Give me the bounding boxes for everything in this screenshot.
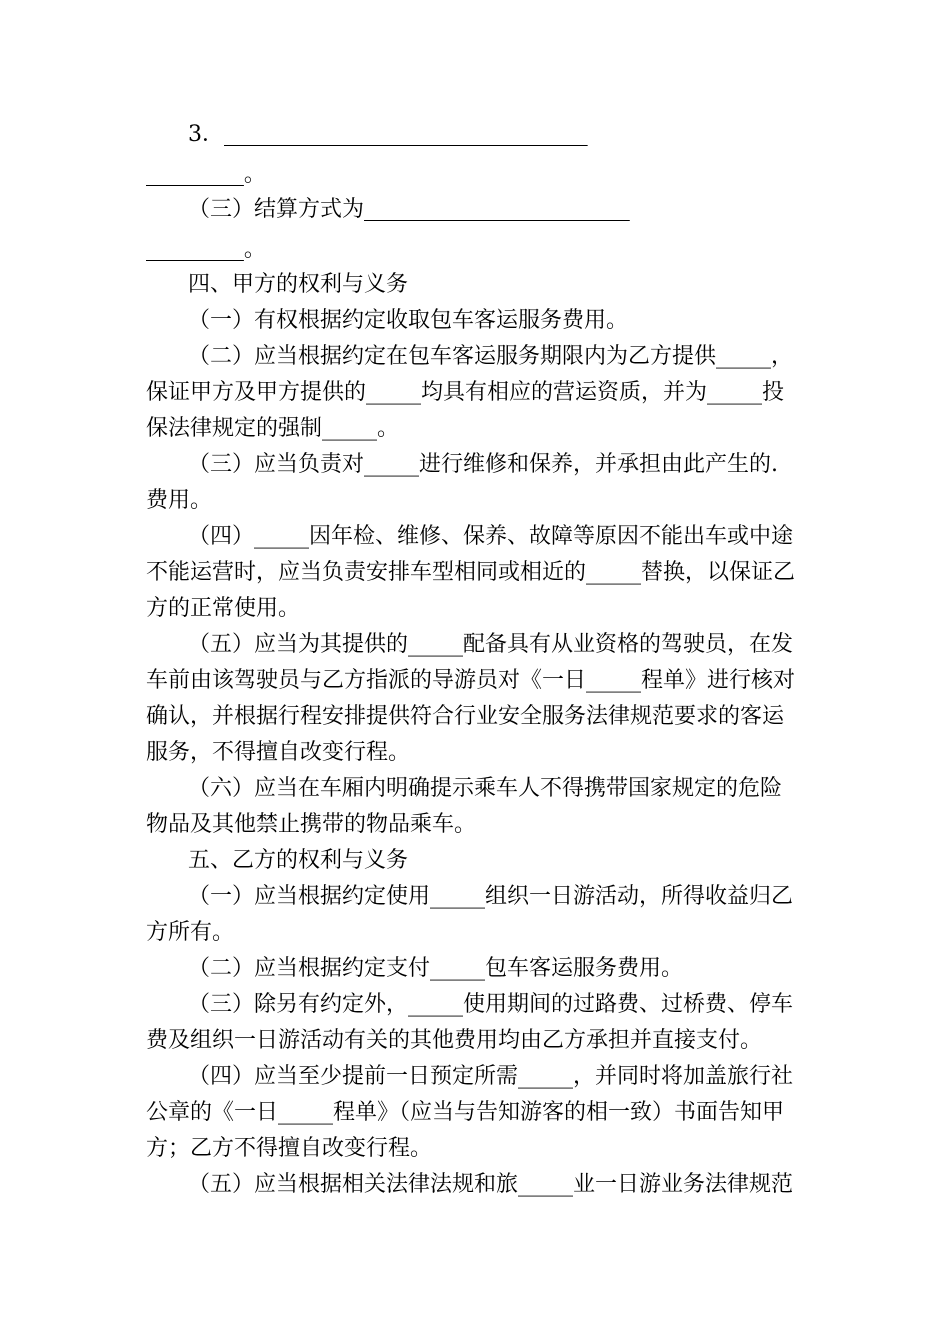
line-text: （二）应当根据约定在包车客运服务期限内为乙方提供 [188,344,717,369]
fill-in-blank [224,122,588,147]
line-text: 四、甲方的权利与义务 [188,272,409,297]
text-line [146,378,784,408]
text-line [188,522,793,552]
text-line [188,1170,793,1200]
line-text: 五、乙方的权利与义务 [188,848,409,873]
line-text: （五）应当为其提供的_____配备具有从业资格的驾驶员，在发 [188,632,794,657]
text-line [146,666,795,696]
line-tail: ， [771,344,794,369]
text-line [188,990,793,1020]
line-text: 费及组织一日游活动有关的其他费用均由乙方承担并直接支付。 [146,1028,763,1053]
fill-in-blank: _____ [716,344,772,369]
text-line [188,120,588,150]
text-line [146,594,300,624]
line-text: （六）应当在车厢内明确提示乘车人不得携带国家规定的危险 [188,776,783,801]
line-text: 保证甲方及甲方提供的_____均具有相应的营运资质，并为_____投 [146,380,785,405]
text-line [146,702,784,732]
text-line [146,738,410,768]
line-text: （三）应当负责对_____进行维修和保养，并承担由此产生的. [188,452,778,477]
line-text: 方；乙方不得擅自改变行程。 [146,1136,433,1161]
text-line [188,270,408,300]
line-text: （三）结算方式为 [188,197,365,222]
line-text: 3． [188,122,224,147]
text-line [188,342,793,372]
text-line [188,846,408,876]
line-text: （一）有权根据约定收取包车客运服务费用。 [188,308,629,333]
text-line [188,954,683,984]
line-text: 费用。 [146,488,213,513]
text-line [146,1026,762,1056]
text-line [188,450,778,480]
fill-in-blank [146,162,244,187]
line-text: （五）应当根据相关法律法规和旅_____业一日游业务法律规范 [188,1172,794,1197]
text-line [188,774,782,804]
line-text: 方的正常使用。 [146,596,301,621]
line-text: 方所有。 [146,920,235,945]
line-text: （二）应当根据约定支付_____包车客运服务费用。 [188,956,684,981]
text-line [188,882,793,912]
text-line [146,160,266,190]
fill-in-blank [364,197,630,222]
fill-in-blank [146,237,244,262]
text-line [188,306,628,336]
line-text: （一）应当根据约定使用_____组织一日游活动，所得收益归乙 [188,884,794,909]
text-line [146,414,399,444]
text-line [146,918,234,948]
line-text: 保法律规定的强制_____。 [146,416,400,441]
line-text: （三）除另有约定外，_____使用期间的过路费、过桥费、停车 [188,992,794,1017]
text-line [146,810,476,840]
text-line [146,1134,432,1164]
line-tail: 。 [243,162,266,187]
line-text: 物品及其他禁止携带的物品乘车。 [146,812,477,837]
text-line [146,486,212,516]
line-text: 确认，并根据行程安排提供符合行业安全服务法律规范要求的客运 [146,704,785,729]
line-tail: 。 [243,237,266,262]
text-line [188,1062,793,1092]
text-line [146,1098,784,1128]
line-text: 不能运营时，应当负责安排车型相同或相近的_____替换，以保证乙 [146,560,796,585]
line-text: 服务，不得擅自改变行程。 [146,740,411,765]
line-text: （四）应当至少提前一日预定所需_____，并同时将加盖旅行社 [188,1064,794,1089]
text-line [146,558,795,588]
line-text: 车前由该驾驶员与乙方指派的导游员对《一日_____程单》进行核对 [146,668,796,693]
line-text: （四）_____因年检、维修、保养、故障等原因不能出车或中途 [188,524,794,549]
text-line [188,195,630,225]
line-text: 公章的《一日_____程单》（应当与告知游客的相一致）书面告知甲 [146,1100,785,1125]
text-line [146,235,266,265]
text-line [188,630,793,660]
